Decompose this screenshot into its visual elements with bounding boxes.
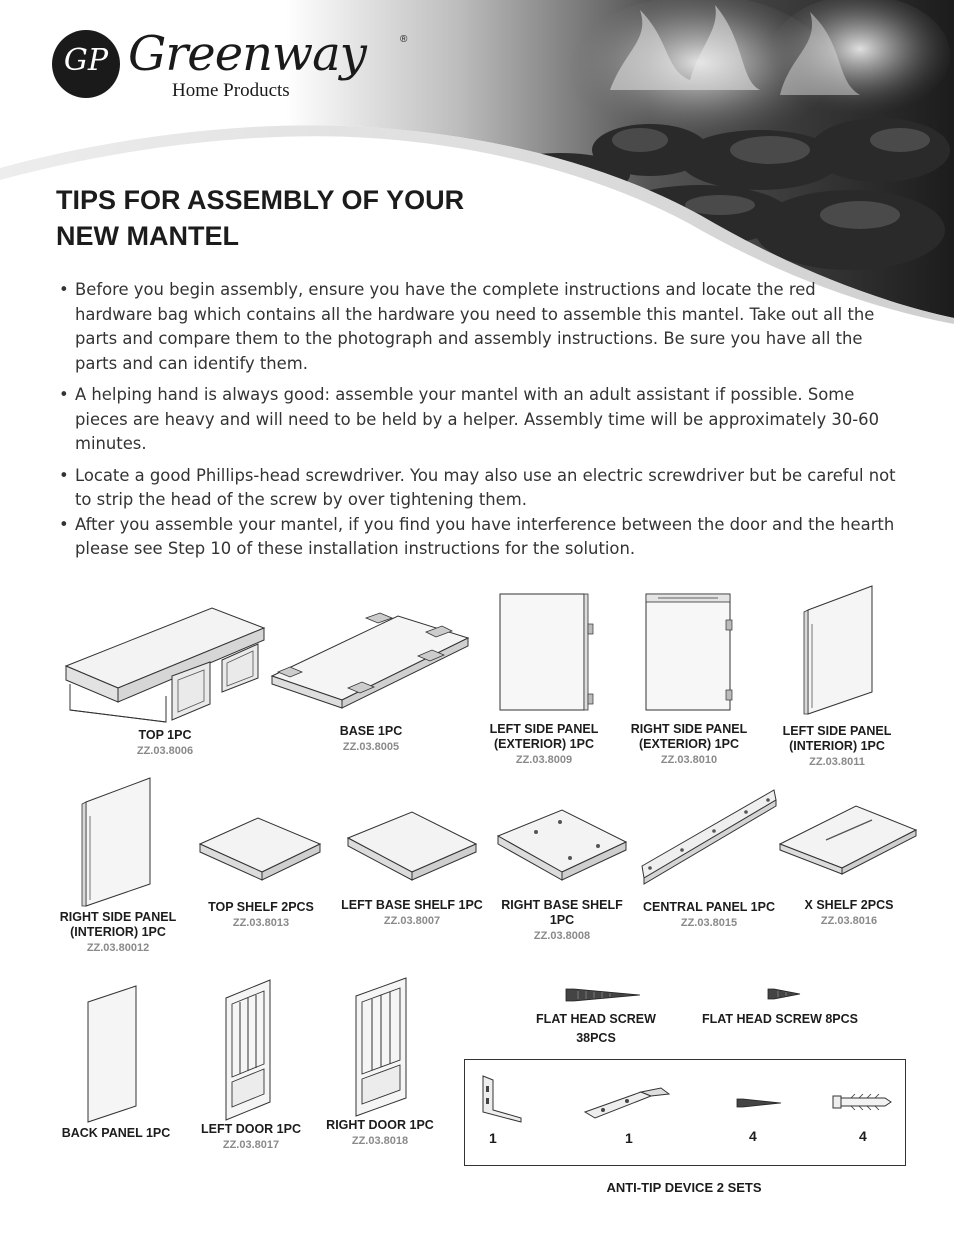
part-code: ZZ.03.8008	[533, 930, 591, 942]
right-door-illustration	[322, 974, 438, 1118]
part-name: BASE 1PC	[339, 724, 403, 738]
part-top-shelf	[196, 814, 326, 931]
anti-tip-device-box	[464, 1059, 906, 1166]
part-code: ZZ.03.8018	[351, 1135, 409, 1147]
monogram-logo-mark	[52, 30, 120, 98]
right-base-shelf-illustration	[490, 806, 634, 888]
tip-item: • Locate a good Phillips-head screwdriver. You may also use an electric screwdriver but be careful not to strip the head of the screw by over tightening them.	[56, 464, 896, 513]
long-screw-name: FLAT HEAD SCREW	[536, 1012, 656, 1026]
top-shelf-illustration	[196, 814, 326, 888]
part-name-line-2: (INTERIOR) 1PC	[789, 739, 885, 753]
short-screw-name: FLAT HEAD SCREW 8PCS	[701, 1012, 859, 1026]
wall-anchor-icon	[831, 1090, 895, 1114]
part-name: CENTRAL PANEL 1PC	[643, 900, 775, 914]
part-code: ZZ.03.8016	[820, 915, 878, 927]
strap-bracket-icon	[581, 1086, 671, 1126]
l-bracket-quantity: 1	[489, 1130, 497, 1146]
part-left-base-shelf	[340, 808, 484, 929]
part-name-line-1: RIGHT BASE SHELF	[501, 898, 623, 912]
anti-tip-screw-icon	[735, 1096, 783, 1110]
part-name-line-1: LEFT SIDE PANEL	[489, 722, 599, 736]
part-name: RIGHT DOOR 1PC	[326, 1118, 434, 1132]
strap-bracket-quantity: 1	[625, 1130, 633, 1146]
part-name-line-2: (EXTERIOR) 1PC	[638, 737, 739, 751]
page-title	[56, 182, 516, 254]
part-name-line-1: RIGHT SIDE PANEL	[630, 722, 748, 736]
part-name-line-1: RIGHT SIDE PANEL	[59, 910, 177, 924]
part-name: LEFT BASE SHELF 1PC	[341, 898, 483, 912]
monogram-text: GP	[63, 43, 109, 78]
part-right-side-panel-exterior	[614, 590, 764, 768]
part-left-side-panel-interior	[764, 584, 910, 770]
part-back-panel	[56, 984, 176, 1141]
central-panel-illustration	[636, 786, 782, 890]
part-code: ZZ.03.8007	[383, 915, 441, 927]
long-screw-icon	[564, 986, 642, 1004]
part-code: ZZ.03.8005	[342, 741, 400, 753]
part-code: ZZ.03.8013	[232, 917, 290, 929]
part-left-door	[196, 976, 306, 1153]
part-code: ZZ.03.8011	[809, 756, 865, 768]
long-screw-count: 38PCS	[576, 1031, 616, 1045]
right-side-panel-interior-illustration	[56, 776, 180, 908]
x-shelf-illustration	[776, 802, 922, 890]
base-part-illustration	[268, 612, 474, 712]
right-side-panel-exterior-illustration	[614, 590, 764, 714]
part-name-line-2: (EXTERIOR) 1PC	[493, 737, 594, 751]
top-part-illustration	[62, 604, 268, 726]
long-screw-label	[526, 1012, 666, 1046]
part-central-panel	[636, 786, 782, 931]
back-panel-illustration	[56, 984, 176, 1124]
part-code: ZZ.03.8009	[515, 754, 573, 766]
left-side-panel-exterior-illustration	[474, 590, 614, 714]
part-name: LEFT DOOR 1PC	[200, 1122, 301, 1136]
part-right-base-shelf	[490, 806, 634, 944]
part-name: BACK PANEL 1PC	[61, 1126, 171, 1140]
anti-tip-screw-quantity: 4	[749, 1128, 757, 1144]
wall-anchor-quantity: 4	[859, 1128, 867, 1144]
part-top	[62, 604, 268, 759]
part-code: ZZ.03.8015	[680, 917, 738, 929]
part-code: ZZ.03.8010	[660, 754, 718, 766]
part-code: ZZ.03.8017	[222, 1139, 280, 1151]
part-code: ZZ.03.80012	[86, 942, 150, 954]
tip-item: • A helping hand is always good: assemble your mantel with an adult assistant if possible. Some pieces are heavy and will need to be held by a helper. Assembly time will be approximately 30-60 minutes.	[56, 383, 896, 457]
greenway-logo	[52, 26, 408, 106]
short-screw-icon	[766, 986, 802, 1002]
part-left-side-panel-exterior	[474, 590, 614, 768]
l-bracket-icon	[479, 1074, 525, 1124]
brand-name: Greenway	[128, 26, 366, 82]
short-screw-label	[690, 1012, 870, 1027]
part-name-line-1: LEFT SIDE PANEL	[782, 724, 892, 738]
part-name-line-2: 1PC	[549, 913, 575, 927]
part-x-shelf	[776, 802, 922, 929]
part-name: X SHELF 2PCS	[804, 898, 894, 912]
tip-item: • Before you begin assembly, ensure you have the complete instructions and locate the red hardware bag which contains all the hardware you need to assemble this mantel. Take out all the parts and compare them to the photograph and assembly instructions. Be sure you have all the parts and can identify them.	[56, 278, 896, 376]
part-name-line-2: (INTERIOR) 1PC	[70, 925, 166, 939]
part-right-door	[322, 974, 438, 1149]
brand-subtitle: Home Products	[172, 80, 290, 101]
part-code: ZZ.03.8006	[136, 745, 194, 757]
part-base	[268, 612, 474, 755]
page-title-line-2: NEW MANTEL	[56, 221, 239, 251]
left-side-panel-interior-illustration	[764, 584, 910, 716]
anti-tip-device-title: ANTI-TIP DEVICE 2 SETS	[606, 1180, 762, 1195]
page-title-line-1: TIPS FOR ASSEMBLY OF YOUR	[56, 185, 465, 215]
left-door-illustration	[196, 976, 306, 1122]
registered-mark: ®	[400, 34, 408, 45]
part-name: TOP SHELF 2PCS	[208, 900, 314, 914]
part-right-side-panel-interior	[56, 776, 180, 956]
part-name: TOP 1PC	[138, 728, 192, 742]
assembly-tips-list	[56, 278, 896, 562]
left-base-shelf-illustration	[340, 808, 484, 888]
tip-item: • After you assemble your mantel, if you find you have interference between the door and the hearth please see Step 10 of these installation instructions for the solution.	[56, 513, 896, 562]
